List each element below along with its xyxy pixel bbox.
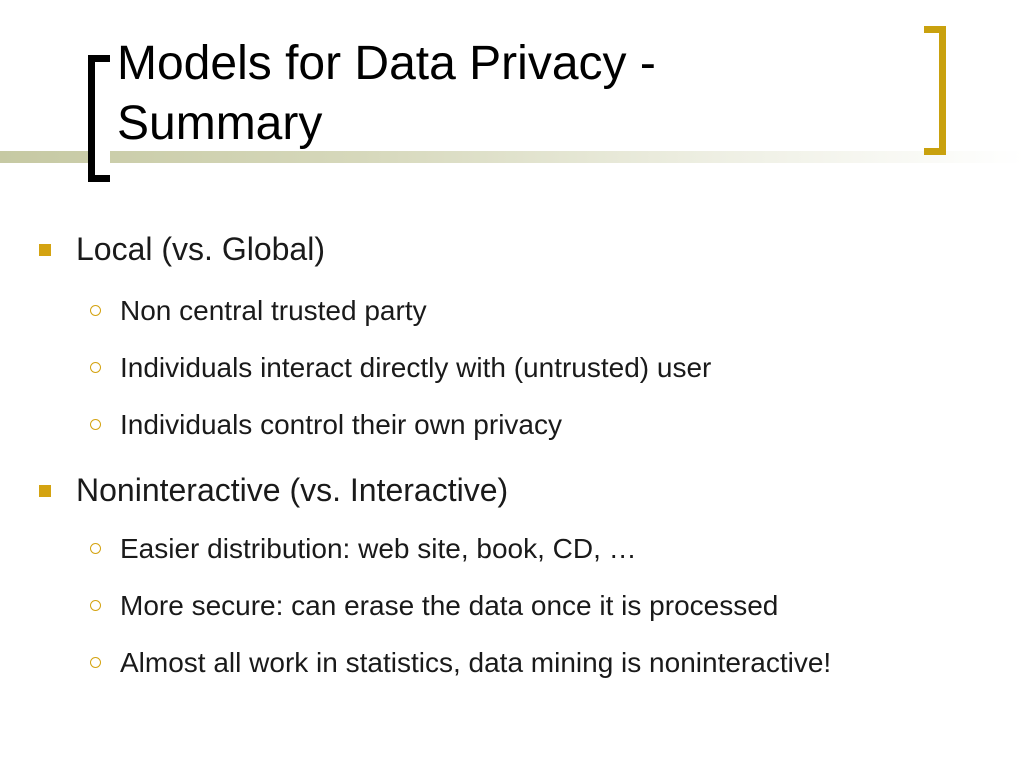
bullet-text: Individuals control their own privacy bbox=[120, 409, 562, 440]
bullet-text: Individuals interact directly with (untrusted) user bbox=[120, 352, 712, 383]
slide-title bbox=[117, 34, 917, 154]
bullet-level2-item bbox=[120, 646, 831, 680]
right-bracket-decoration bbox=[924, 26, 946, 155]
bullet-text: Easier distribution: web site, book, CD, … bbox=[120, 533, 637, 564]
circle-bullet-icon bbox=[90, 419, 101, 430]
square-bullet-icon bbox=[39, 485, 51, 497]
circle-bullet-icon bbox=[90, 305, 101, 316]
bullet-text: More secure: can erase the data once it is processed bbox=[120, 590, 779, 621]
bullet-level1-local bbox=[76, 230, 325, 268]
bullet-level2-item bbox=[120, 408, 562, 442]
slide-title-line1: Models for Data Privacy - bbox=[117, 37, 656, 90]
bullet-text: Almost all work in statistics, data mining is noninteractive! bbox=[120, 647, 832, 678]
slide-title-line2: Summary bbox=[117, 97, 323, 150]
bullet-text: Local (vs. Global) bbox=[76, 231, 325, 267]
bullet-level1-noninteractive bbox=[76, 471, 508, 509]
bullet-level2-item bbox=[120, 589, 778, 623]
bullet-text: Non central trusted party bbox=[120, 295, 427, 326]
bullet-level2-item bbox=[120, 351, 711, 385]
circle-bullet-icon bbox=[90, 600, 101, 611]
bullet-level2-item bbox=[120, 294, 427, 328]
circle-bullet-icon bbox=[90, 362, 101, 373]
circle-bullet-icon bbox=[90, 657, 101, 668]
left-bracket-decoration bbox=[88, 55, 110, 182]
bullet-text: Noninteractive (vs. Interactive) bbox=[76, 472, 509, 508]
bullet-level2-item bbox=[120, 532, 637, 566]
circle-bullet-icon bbox=[90, 543, 101, 554]
square-bullet-icon bbox=[39, 244, 51, 256]
